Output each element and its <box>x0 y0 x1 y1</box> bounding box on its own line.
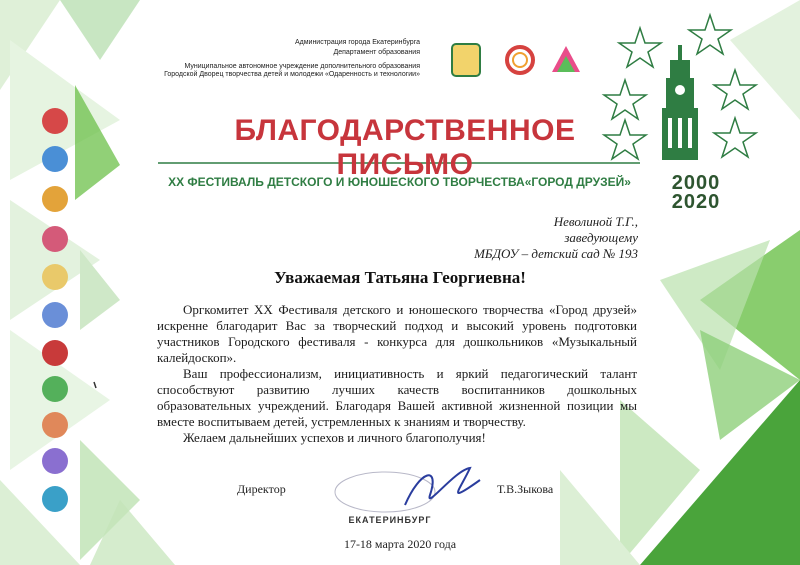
partner-logo-icon <box>42 264 68 290</box>
header-department: Департамент образования <box>333 49 420 56</box>
header-institution-line2: Городской Дворец творчества детей и молодежи «Одаренность и технологии» <box>164 71 420 78</box>
signature <box>405 468 480 505</box>
partner-logo-icon <box>42 412 68 438</box>
addressee-name: Неволиной Т.Г., <box>553 214 638 229</box>
deco-triangle <box>730 0 800 120</box>
ring-logo-icon <box>507 47 533 73</box>
deco-triangle <box>0 480 80 565</box>
body-paragraph: Оргкомитет XX Фестиваля детского и юношеского творчества «Город друзей» искренне благодарит Вас за творческий подход и высокий уровень подготовки участников Городского фестиваля - конкурса для дошкольников «Музыкальный калейдоскоп». <box>157 302 637 365</box>
year-start: 2000 <box>671 172 721 194</box>
deco-triangle <box>80 250 120 330</box>
tower-illustration <box>662 45 698 160</box>
partner-logo-icon <box>42 448 68 474</box>
partner-logo-icon <box>42 302 68 328</box>
star-icon <box>689 15 731 54</box>
body-paragraph: Желаем дальнейших успехов и личного благополучия! <box>183 430 486 445</box>
partner-logo-icon <box>42 226 68 252</box>
header-institution-line1: Муниципальное автономное учреждение дополнительного образования <box>184 63 420 70</box>
coat-of-arms-icon <box>452 44 480 76</box>
partner-logo-icon <box>42 146 68 172</box>
greeting: Уважаемая Татьяна Георгиевна! <box>274 268 526 287</box>
deco-triangle <box>75 85 120 200</box>
signer-title: Директор <box>237 482 286 496</box>
signer-name: Т.В.Зыкова <box>497 482 554 496</box>
festival-subtitle: XX ФЕСТИВАЛЬ ДЕТСКОГО И ЮНОШЕСКОГО ТВОРЧЕСТВА«ГОРОД ДРУЗЕЙ» <box>168 175 631 189</box>
city-label: ЕКАТЕРИНБУРГ <box>348 515 432 525</box>
partner-logo-icon <box>42 376 68 402</box>
body-paragraph: Ваш профессионализм, инициативность и яркий педагогический талант способствуют развитию лучших качеств воспитанников дошкольных образовательных учреждений. Благодаря Вашей активной жизненной позиции мы вместе воспитываем детей, устремленных к знаниям и творчеству. <box>157 366 637 429</box>
document-title: БЛАГОДАРСТВЕННОЕ ПИСЬМО <box>234 114 576 181</box>
stamp-mark <box>335 472 435 512</box>
letter-body <box>157 302 637 446</box>
ring-logo-inner <box>513 53 527 67</box>
star-icon <box>714 118 756 157</box>
partner-logo-icon <box>42 340 68 366</box>
deco-triangle <box>60 0 140 60</box>
star-icon <box>619 28 661 67</box>
addressee-position: заведующему <box>564 230 638 245</box>
partner-logo-icon <box>42 486 68 512</box>
header-admin: Администрация города Екатеринбурга <box>294 39 420 46</box>
partner-logo-icon <box>42 186 68 212</box>
star-icon <box>714 70 756 109</box>
event-date: 17-18 марта 2020 года <box>343 537 457 551</box>
year-end: 2020 <box>671 191 721 213</box>
addressee-organization: МБДОУ – детский сад № 193 <box>474 246 638 261</box>
ink-mark <box>94 382 96 388</box>
partner-logo-icon <box>42 108 68 134</box>
